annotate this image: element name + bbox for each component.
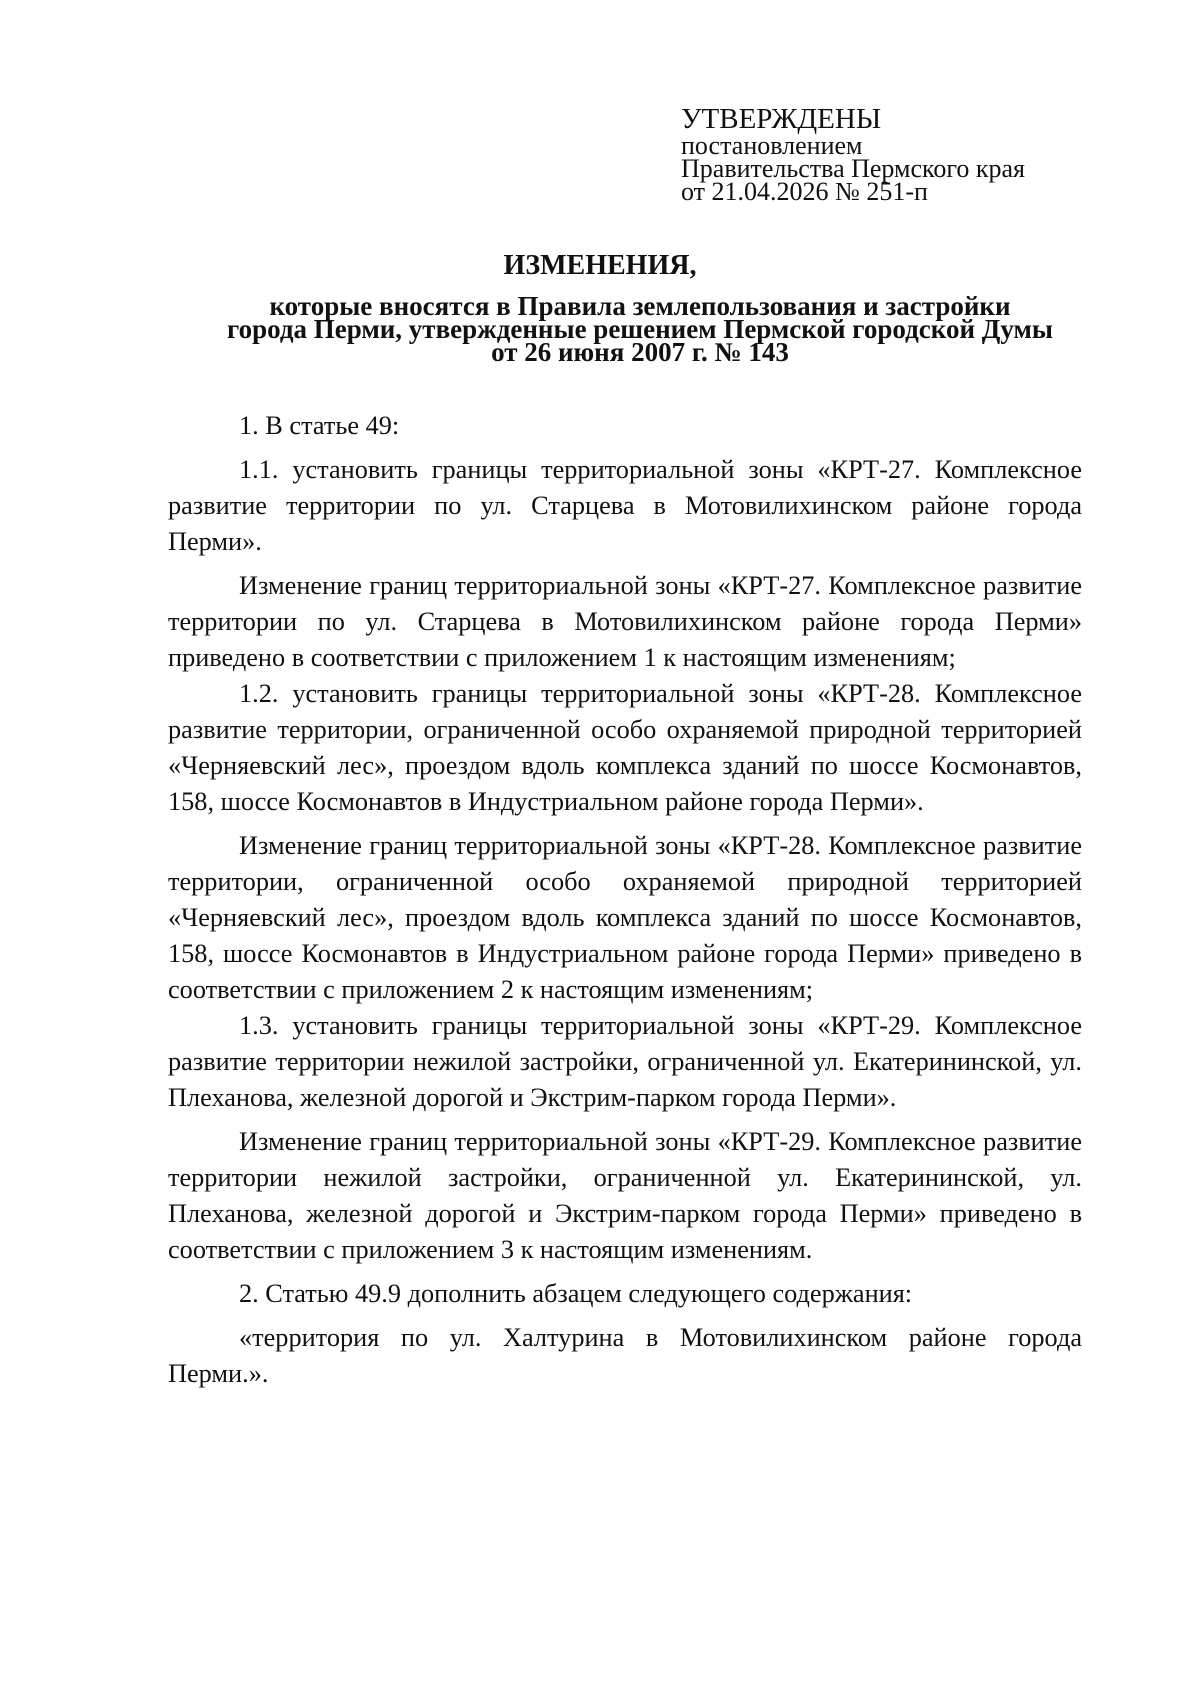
- paragraph-1-3: 1.3. установить границы территориальной зоны «КРТ-29. Комплексное развитие территории нежилой застройки, ограниченной ул. Екатерининской, ул. Плеханова, железной дорогой и Экстрим-парком города Перми».: [168, 1011, 1082, 1112]
- approval-heading: УТВЕРЖДЕНЫ: [681, 103, 882, 135]
- paragraph-1-3-change: Изменение границ территориальной зоны «КРТ-29. Комплексное развитие территории нежилой застройки, ограниченной ул. Екатерининской, ул. Плеханова, железной дорогой и Экстрим-парком города Перми» приведено в соответствии с приложением 3 к настоящим изменениям.: [168, 1127, 1082, 1264]
- document-title: ИЗМЕНЕНИЯ,: [503, 250, 697, 281]
- paragraph-1-2: 1.2. установить границы территориальной зоны «КРТ-28. Комплексное развитие территории, ограниченной особо охраняемой природной территорией «Черняевский лес», проездом вдоль комплекса зданий по шоссе Космонавтов, 158, шоссе Космонавтов в Индустриальном районе города Перми».: [168, 679, 1082, 816]
- approval-line-3: от 21.04.2026 № 251-п: [681, 177, 928, 206]
- paragraph-1-2-change: Изменение границ территориальной зоны «КРТ-28. Комплексное развитие территории, ограниченной особо охраняемой природной территорией «Черняевский лес», проездом вдоль комплекса зданий по шоссе Космонавтов, 158, шоссе Космонавтов в Индустриальном районе города Перми» приведено в соответствии с приложением 2 к настоящим изменениям;: [168, 831, 1082, 1004]
- paragraph-article-49: 1. В статье 49:: [239, 411, 400, 440]
- approval-line-1: постановлением: [681, 131, 863, 160]
- document-subtitle: [160, 291, 1120, 367]
- subtitle-line-3: от 26 июня 2007 г. № 143: [491, 337, 789, 367]
- paragraph-quote: «территория по ул. Халтурина в Мотовилихинском районе города Перми.».: [168, 1323, 1082, 1388]
- paragraph-article-49-9: 2. Статью 49.9 дополнить абзацем следующего содержания:: [239, 1279, 913, 1308]
- approval-stamp: [681, 103, 1025, 206]
- paragraph-1-1: 1.1. установить границы территориальной зоны «КРТ-27. Комплексное развитие территории по ул. Старцева в Мотовилихинском районе города Перми».: [168, 455, 1082, 556]
- paragraph-1-1-change: Изменение границ территориальной зоны «КРТ-27. Комплексное развитие территории по ул. Старцева в Мотовилихинском районе города Перми» приведено в соответствии с приложением 1 к настоящим изменениям;: [168, 571, 1082, 672]
- subtitle-line-2: города Перми, утвержденные решением Пермской городской Думы: [227, 314, 1053, 344]
- document-body: [168, 408, 1082, 1392]
- subtitle-line-1: которые вносятся в Правила землепользования и застройки: [269, 291, 1011, 321]
- approval-line-2: Правительства Пермского края: [681, 154, 1025, 183]
